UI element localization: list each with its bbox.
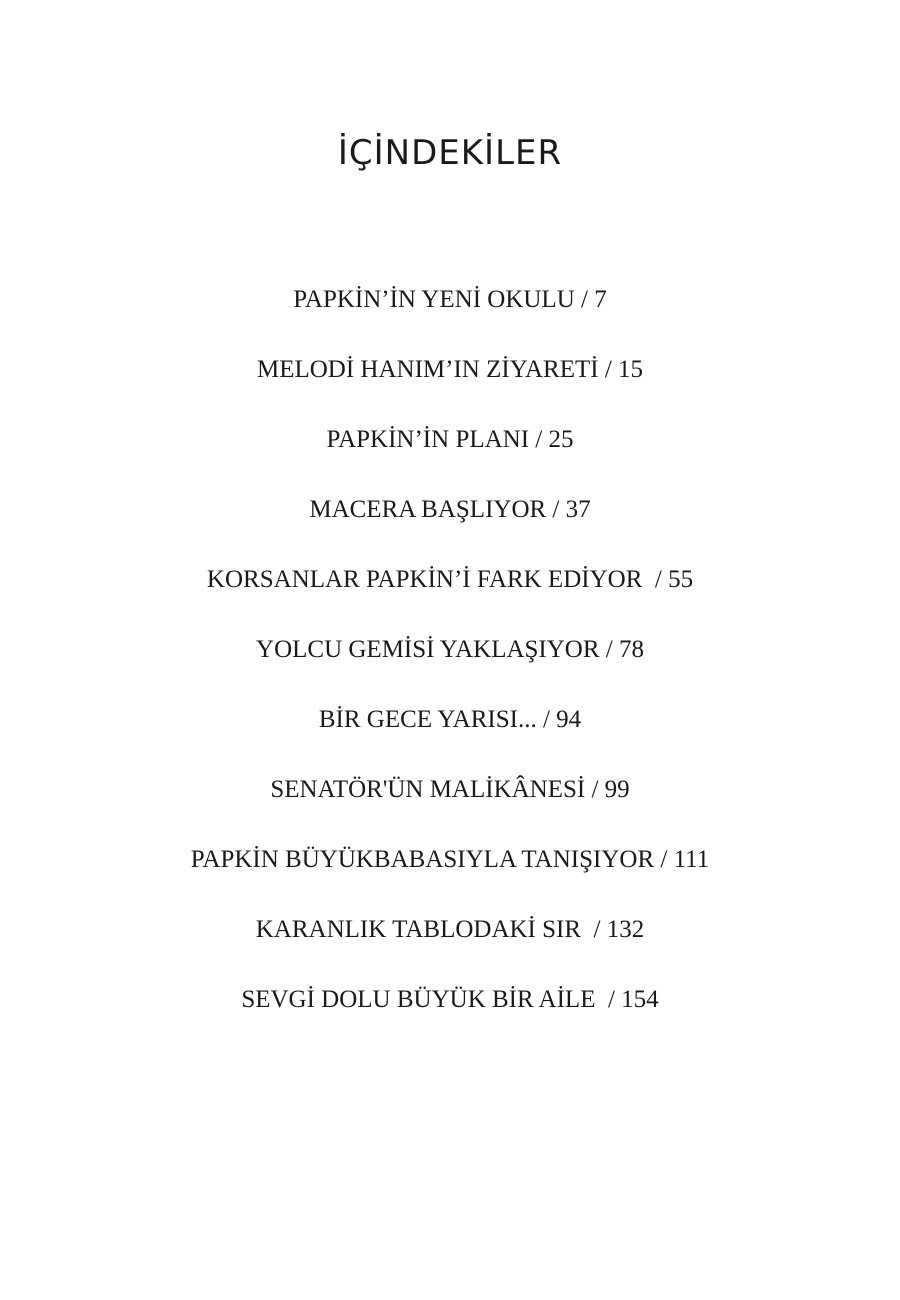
toc-entry: SENATÖR'ÜN MALİKÂNESİ / 99 [270,776,630,803]
toc-entry: YOLCU GEMİSİ YAKLAŞIYOR / 78 [256,636,644,663]
toc-entry: KARANLIK TABLODAKİ SIR / 132 [255,916,645,943]
toc-entry: MACERA BAŞLIYOR / 37 [309,496,591,523]
table-of-contents [0,278,900,1048]
toc-entry: MELODİ HANIM’IN ZİYARETİ / 15 [256,356,644,383]
toc-entry: PAPKİN’İN PLANI / 25 [326,426,574,453]
page-title: İÇİNDEKİLER [337,133,563,173]
toc-entry: SEVGİ DOLU BÜYÜK BİR AİLE / 154 [241,986,659,1013]
toc-entry: PAPKİN BÜYÜKBABASIYLA TANIŞIYOR / 111 [190,846,710,873]
toc-entry: KORSANLAR PAPKİN’İ FARK EDİYOR / 55 [206,566,694,593]
toc-entry: BİR GECE YARISI... / 94 [318,706,582,733]
toc-entry: PAPKİN’İN YENİ OKULU / 7 [293,286,607,313]
